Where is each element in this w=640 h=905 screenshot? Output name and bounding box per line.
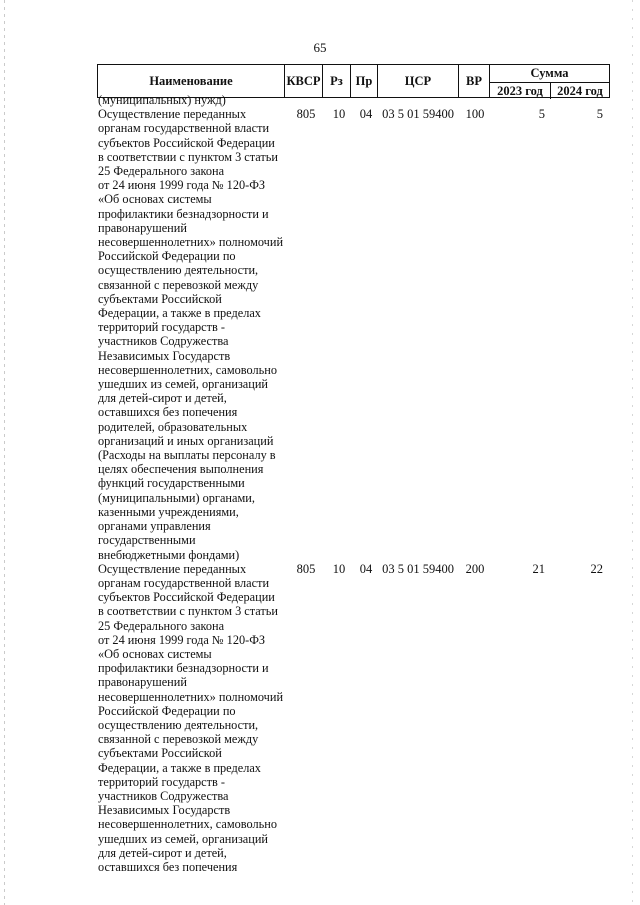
- cell-pr: 04: [359, 107, 373, 122]
- row-text-line: несовершеннолетних, самовольно: [98, 817, 277, 832]
- header-kvsr: КВСР: [284, 64, 322, 98]
- row-text-line: Российской Федерации по: [98, 703, 236, 718]
- row-text-line: Осуществление переданных: [98, 561, 247, 576]
- row-text-line: субъектами Российской: [98, 291, 222, 306]
- header-sum: Сумма: [490, 65, 609, 83]
- row-text-line: субъектов Российской Федерации: [98, 590, 275, 605]
- cell-2024: 5: [596, 107, 603, 122]
- row-text-line: Независимых Государств: [98, 803, 231, 818]
- cell-2023: 21: [532, 561, 545, 576]
- row-text-line: ушедших из семей, организаций: [98, 831, 269, 846]
- row-text-line: правонарушений: [98, 220, 187, 235]
- header-rz: Рз: [322, 64, 350, 98]
- header-vr: ВР: [458, 64, 489, 98]
- row-text-line: казенными учреждениями,: [98, 504, 239, 519]
- row-text-line: Осуществление переданных: [98, 107, 247, 122]
- continuation-line: (муниципальных) нужд): [98, 93, 226, 107]
- header-years: [490, 83, 609, 99]
- row-text-line: участников Содружества: [98, 788, 229, 803]
- row-text-line: Независимых Государств: [98, 348, 231, 363]
- row-text-line: органам государственной власти: [98, 121, 270, 136]
- cell-2023: 5: [538, 107, 545, 122]
- row-text-line: территорий государств -: [98, 774, 225, 789]
- row-text-line: от 24 июня 1999 года № 120-ФЗ: [98, 632, 266, 647]
- scan-edge-left: [4, 0, 5, 905]
- row-text-line: от 24 июня 1999 года № 120-ФЗ: [98, 178, 266, 193]
- cell-pr: 04: [359, 561, 373, 576]
- cell-vr: 200: [465, 561, 485, 576]
- row-text-line: (муниципальными) органами,: [98, 490, 255, 505]
- header-sum-group: [489, 64, 610, 98]
- row-text-line: осуществлению деятельности,: [98, 717, 259, 732]
- header-csr: ЦСР: [377, 64, 458, 98]
- header-year-2024: 2024 год: [557, 83, 603, 98]
- row-text-line: профилактики безнадзорности и: [98, 661, 269, 676]
- cell-rz: 10: [332, 107, 346, 122]
- row-text-line: несовершеннолетних, самовольно: [98, 362, 277, 377]
- cell-2024: 22: [590, 561, 603, 576]
- row-text-line: субъектов Российской Федерации: [98, 135, 275, 150]
- header-pr: Пр: [350, 64, 377, 98]
- cell-csr: 03 5 01 59400: [382, 561, 454, 576]
- row-text-line: ушедших из семей, организаций: [98, 377, 269, 392]
- row-text-line: для детей-сирот и детей,: [98, 845, 227, 860]
- row-text-line: несовершеннолетних» полномочий: [98, 235, 284, 250]
- row-text-line: государственными: [98, 533, 196, 548]
- row-text-line: осуществлению деятельности,: [98, 263, 259, 278]
- row-text-line: Федерации, а также в пределах: [98, 306, 261, 321]
- cell-csr: 03 5 01 59400: [382, 107, 454, 122]
- row-text-line: родителей, образовательных: [98, 419, 248, 434]
- cell-kvsr: 805: [296, 561, 316, 576]
- row-text-line: территорий государств -: [98, 320, 225, 335]
- row-text-line: (Расходы на выплаты персоналу в: [98, 448, 276, 463]
- cell-kvsr: 805: [296, 107, 316, 122]
- row-text-line: органами управления: [98, 519, 211, 534]
- row-text-line: функций государственными: [98, 476, 245, 491]
- header-year-2023: 2023 год: [490, 83, 551, 99]
- name-column: [98, 93, 288, 874]
- row-text-line: организаций и иных организаций: [98, 433, 274, 448]
- row-text-line: внебюджетными фондами): [98, 547, 240, 562]
- row-text-line: «Об основах системы: [98, 646, 212, 661]
- cell-rz: 10: [332, 561, 346, 576]
- row-text-line: участников Содружества: [98, 334, 229, 349]
- page-number: 65: [313, 40, 327, 55]
- row-text-line: в соответствии с пунктом 3 статьи: [98, 149, 278, 164]
- row-text-line: Федерации, а также в пределах: [98, 760, 261, 775]
- row-text-line: профилактики безнадзорности и: [98, 206, 269, 221]
- row-text-line: в соответствии с пунктом 3 статьи: [98, 604, 278, 619]
- row-text-line: связанной с перевозкой между: [98, 277, 259, 292]
- row-text-line: правонарушений: [98, 675, 187, 690]
- row-text-line: оставшихся без попечения: [98, 859, 238, 874]
- row-text-line: для детей-сирот и детей,: [98, 391, 227, 406]
- row-text-line: 25 Федерального закона: [98, 164, 225, 179]
- row-text-line: 25 Федерального закона: [98, 618, 225, 633]
- row-text-line: связанной с перевозкой между: [98, 732, 259, 747]
- row-text-line: органам государственной власти: [98, 575, 270, 590]
- row-text-line: оставшихся без попечения: [98, 405, 238, 420]
- row-text-line: Российской Федерации по: [98, 249, 236, 264]
- row-text-line: несовершеннолетних» полномочий: [98, 689, 284, 704]
- scan-edge-right: [632, 0, 633, 905]
- header-name: Наименование: [97, 64, 284, 98]
- row-text-line: целях обеспечения выполнения: [98, 462, 264, 477]
- row-text-line: «Об основах системы: [98, 192, 212, 207]
- cell-vr: 100: [465, 107, 485, 122]
- row-text-line: субъектами Российской: [98, 746, 222, 761]
